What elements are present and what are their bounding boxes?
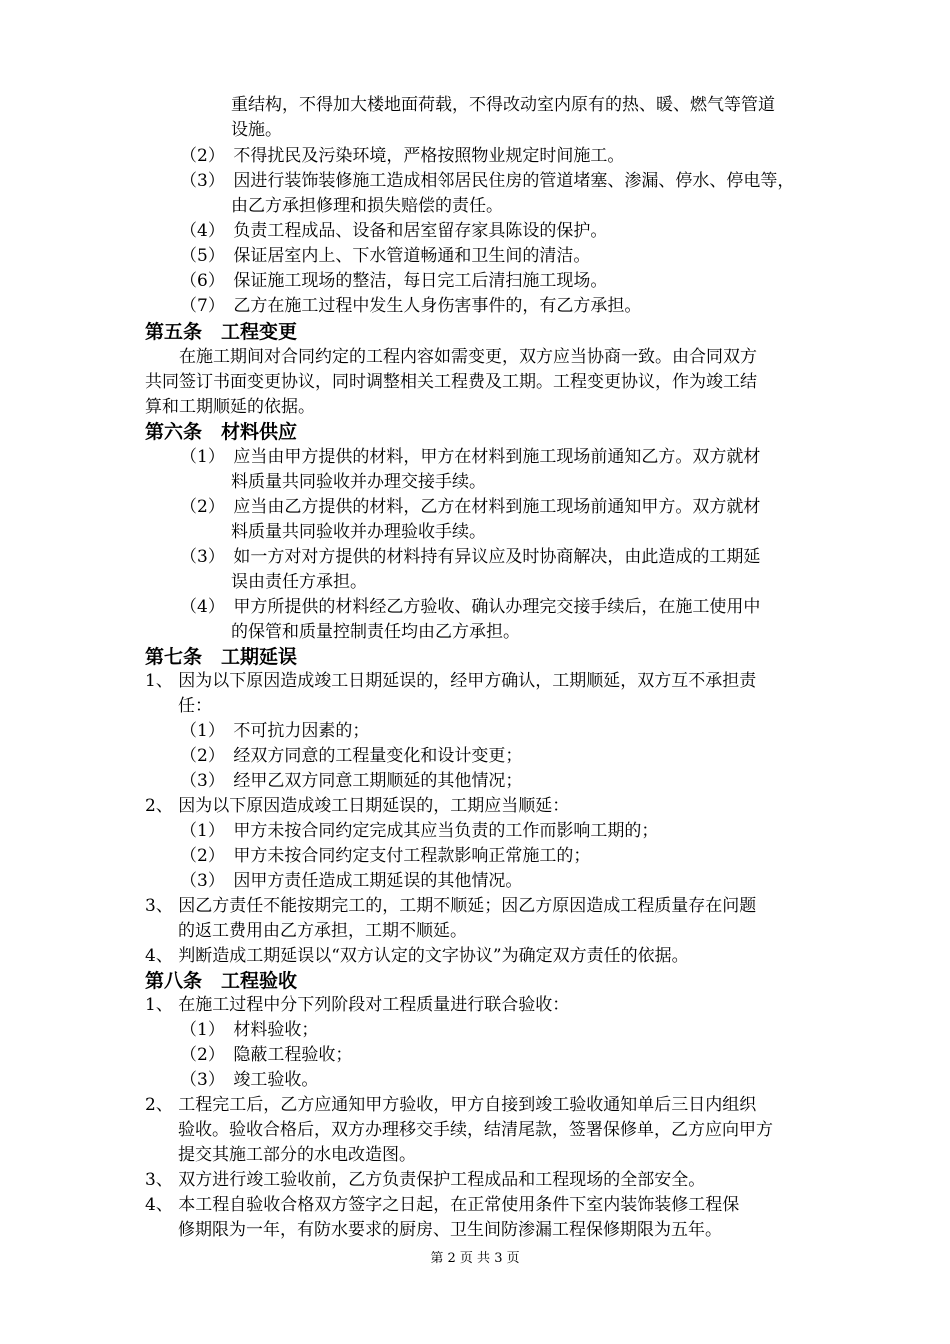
list-item: （3） 因进行装饰装修施工造成相邻居民住房的管道堵塞、渗漏、停水、停电等， <box>180 171 795 191</box>
list-item: （2） 经双方同意的工程量变化和设计变更； <box>180 746 523 766</box>
list-item: （3） 竣工验收。 <box>180 1070 319 1090</box>
paragraph-line: 共同签订书面变更协议，同时调整相关工程费及工期。工程变更协议，作为竣工结 <box>145 372 757 392</box>
list-item: （5） 保证居室内上、下水管道畅通和卫生间的清洁。 <box>180 246 591 266</box>
text-line: 设施。 <box>231 120 282 140</box>
list-item: （7） 乙方在施工过程中发生人身伤害事件的，有乙方承担。 <box>180 296 642 316</box>
numbered-item: 2、 工程完工后，乙方应通知甲方验收，甲方自接到竣工验收通知单后三日内组织 <box>145 1095 757 1115</box>
list-item: （3） 因甲方责任造成工期延误的其他情况。 <box>180 871 523 891</box>
section-heading: 第八条 工程验收 <box>145 970 298 992</box>
numbered-item: 3、 双方进行竣工验收前，乙方负责保护工程成品和工程现场的全部安全。 <box>145 1170 706 1190</box>
list-item: （1） 材料验收； <box>180 1020 319 1040</box>
paragraph-line: 算和工期顺延的依据。 <box>145 397 315 417</box>
list-item: （4） 甲方所提供的材料经乙方验收、确认办理完交接手续后，在施工使用中 <box>180 597 761 617</box>
numbered-item: 3、 因乙方责任不能按期完工的，工期不顺延；因乙方原因造成工程质量存在问题 <box>145 896 757 916</box>
section-heading: 第七条 工期延误 <box>145 646 298 668</box>
text-line: 由乙方承担修理和损失赔偿的责任。 <box>231 196 503 216</box>
list-item: （2） 隐蔽工程验收； <box>180 1045 353 1065</box>
numbered-item: 1、 在施工过程中分下列阶段对工程质量进行联合验收： <box>145 995 570 1015</box>
paragraph-line: 在施工期间对合同约定的工程内容如需变更，双方应当协商一致。由合同双方 <box>145 347 757 367</box>
text-line: 误由责任方承担。 <box>231 572 367 592</box>
section-heading: 第六条 材料供应 <box>145 421 298 443</box>
list-item: （3） 经甲乙双方同意工期顺延的其他情况； <box>180 771 523 791</box>
page-footer: 第 2 页 共 3 页 <box>430 1251 520 1266</box>
text-line: 修期限为一年，有防水要求的厨房、卫生间防渗漏工程保修期限为五年。 <box>178 1220 722 1240</box>
list-item: （1） 甲方未按合同约定完成其应当负责的工作而影响工期的； <box>180 821 659 841</box>
list-item: （2） 甲方未按合同约定支付工程款影响正常施工的； <box>180 846 591 866</box>
list-item: （2） 不得扰民及污染环境，严格按照物业规定时间施工。 <box>180 146 625 166</box>
numbered-item: 1、 因为以下原因造成竣工日期延误的，经甲方确认，工期顺延，双方互不承担责 <box>145 671 757 691</box>
numbered-item: 4、 判断造成工期延误以“双方认定的文字协议”为确定双方责任的依据。 <box>145 946 689 966</box>
section-heading: 第五条 工程变更 <box>145 321 298 343</box>
text-line: 任： <box>178 696 212 716</box>
list-item: （2） 应当由乙方提供的材料，乙方在材料到施工现场前通知甲方。双方就材 <box>180 497 761 517</box>
text-line: 验收。验收合格后，双方办理移交手续，结清尾款，签署保修单，乙方应向甲方 <box>178 1120 773 1140</box>
text-line: 重结构，不得加大楼地面荷载，不得改动室内原有的热、暖、燃气等管道 <box>231 95 775 115</box>
list-item: （6） 保证施工现场的整洁，每日完工后清扫施工现场。 <box>180 271 608 291</box>
list-item: （3） 如一方对对方提供的材料持有异议应及时协商解决，由此造成的工期延 <box>180 547 761 567</box>
numbered-item: 4、 本工程自验收合格双方签字之日起，在正常使用条件下室内装饰装修工程保 <box>145 1195 740 1215</box>
text-line: 料质量共同验收并办理交接手续。 <box>231 472 486 492</box>
numbered-item: 2、 因为以下原因造成竣工日期延误的，工期应当顺延： <box>145 796 570 816</box>
list-item: （1） 不可抗力因素的； <box>180 721 370 741</box>
text-line: 的返工费用由乙方承担，工期不顺延。 <box>178 921 467 941</box>
text-line: 的保管和质量控制责任均由乙方承担。 <box>231 622 520 642</box>
list-item: （4） 负责工程成品、设备和居室留存家具陈设的保护。 <box>180 221 608 241</box>
text-line: 料质量共同验收并办理验收手续。 <box>231 522 486 542</box>
text-line: 提交其施工部分的水电改造图。 <box>178 1145 416 1165</box>
list-item: （1） 应当由甲方提供的材料，甲方在材料到施工现场前通知乙方。双方就材 <box>180 447 761 467</box>
